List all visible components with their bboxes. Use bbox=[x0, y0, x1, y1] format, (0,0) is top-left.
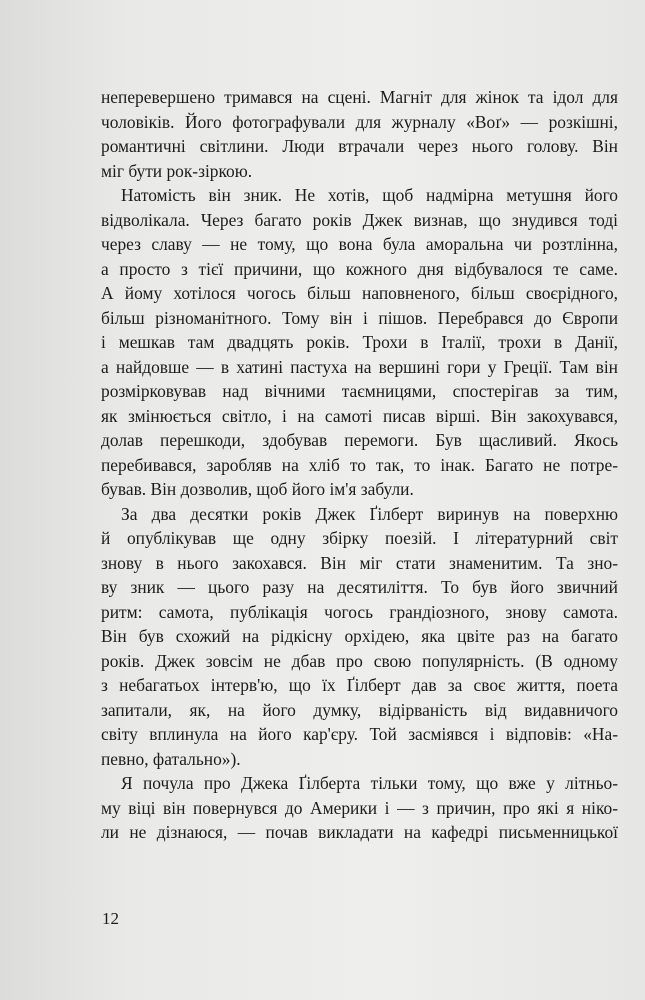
paragraph-4 bbox=[101, 771, 618, 845]
text-line: За два десятки років Джек Ґілберт виринув на поверхню bbox=[121, 503, 618, 524]
text-line: долав перешкоди, здобував перемоги. Був щасливий. Якось bbox=[101, 430, 618, 450]
text-line: а найдовше — в хатині пастуха на вершині гори у Греції. Там він bbox=[101, 356, 618, 377]
text-line: Я почула про Джека Ґілберта тільки тому, що вже у літньо- bbox=[121, 773, 618, 793]
text-line: більш різноманітного. Тому він і пішов. Перебрався до Європи bbox=[101, 307, 618, 328]
text-line: ву зник — цього разу на десятиліття. То був його звичний bbox=[101, 577, 618, 597]
text-line: Натомість він зник. Не хотів, щоб надмірна метушня його bbox=[121, 185, 618, 205]
text-line: ритм: самота, публікація чогось грандіозного, знову самота. bbox=[101, 601, 618, 622]
text-line: через славу — не тому, що вона була аморальна чи розтлінна, bbox=[101, 234, 618, 254]
text-line: розмірковував над вічними таємницями, спостерігав за тим, bbox=[101, 381, 618, 401]
text-line: і мешкав там двадцять років. Трохи в Італії, трохи в Данії, bbox=[101, 332, 618, 352]
text-line: неперевершено тримався на сцені. Магніт для жінок та ідол для bbox=[101, 87, 618, 107]
text-line: А йому хотілося чогось більш наповненого, більш своєрідного, bbox=[101, 283, 618, 303]
text-line: романтичні світлини. Люди втрачали через нього голову. Він bbox=[101, 136, 618, 156]
text-line: світу вплинула на його кар'єру. Той засміявся і відповів: «На- bbox=[101, 724, 618, 744]
text-line: му віці він повернувся до Америки і — з причин, про які я ніко- bbox=[101, 797, 618, 818]
text-line: а просто з тієї причини, що кожного дня відбувалося те саме. bbox=[101, 258, 618, 279]
text-line: міг бути рок-зіркою. bbox=[101, 160, 253, 181]
text-line: й опублікував ще одну збірку поезій. І літературний світ bbox=[101, 528, 618, 548]
paragraph-2 bbox=[101, 183, 618, 502]
text-line: відволікала. Через багато років Джек визнав, що знудився тоді bbox=[101, 209, 618, 230]
page-number: 12 bbox=[102, 909, 119, 928]
body-text bbox=[101, 85, 618, 845]
text-line: певно, фатально»). bbox=[101, 748, 241, 769]
text-line: чоловіків. Його фотографували для журналу «Воґ» — розкішні, bbox=[101, 111, 618, 132]
text-line: запитали, як, на його думку, відірваність від видавничого bbox=[101, 699, 618, 720]
text-line: років. Джек зовсім не дбав про свою популярність. (В одному bbox=[101, 650, 618, 671]
text-line: як змінюється світло, і на самоті писав вірші. Він закохувався, bbox=[101, 405, 618, 426]
text-line: Він був схожий на рідкісну орхідею, яка цвіте раз на багато bbox=[101, 626, 618, 646]
text-line: перебивався, заробляв на хліб то так, то інак. Багато не потре- bbox=[101, 454, 618, 475]
text-line: бував. Він дозволив, щоб його ім'я забули. bbox=[101, 479, 414, 499]
text-line: ли не дізнаюся, — почав викладати на кафедрі письменницької bbox=[101, 822, 618, 842]
paragraph-1 bbox=[101, 85, 618, 183]
text-line: знову в нього закохався. Він міг стати знаменитим. Та зно- bbox=[101, 552, 618, 573]
paragraph-3 bbox=[101, 502, 618, 772]
text-line: з небагатьох інтерв'ю, що їх Ґілберт дав за своє життя, поета bbox=[101, 675, 618, 695]
